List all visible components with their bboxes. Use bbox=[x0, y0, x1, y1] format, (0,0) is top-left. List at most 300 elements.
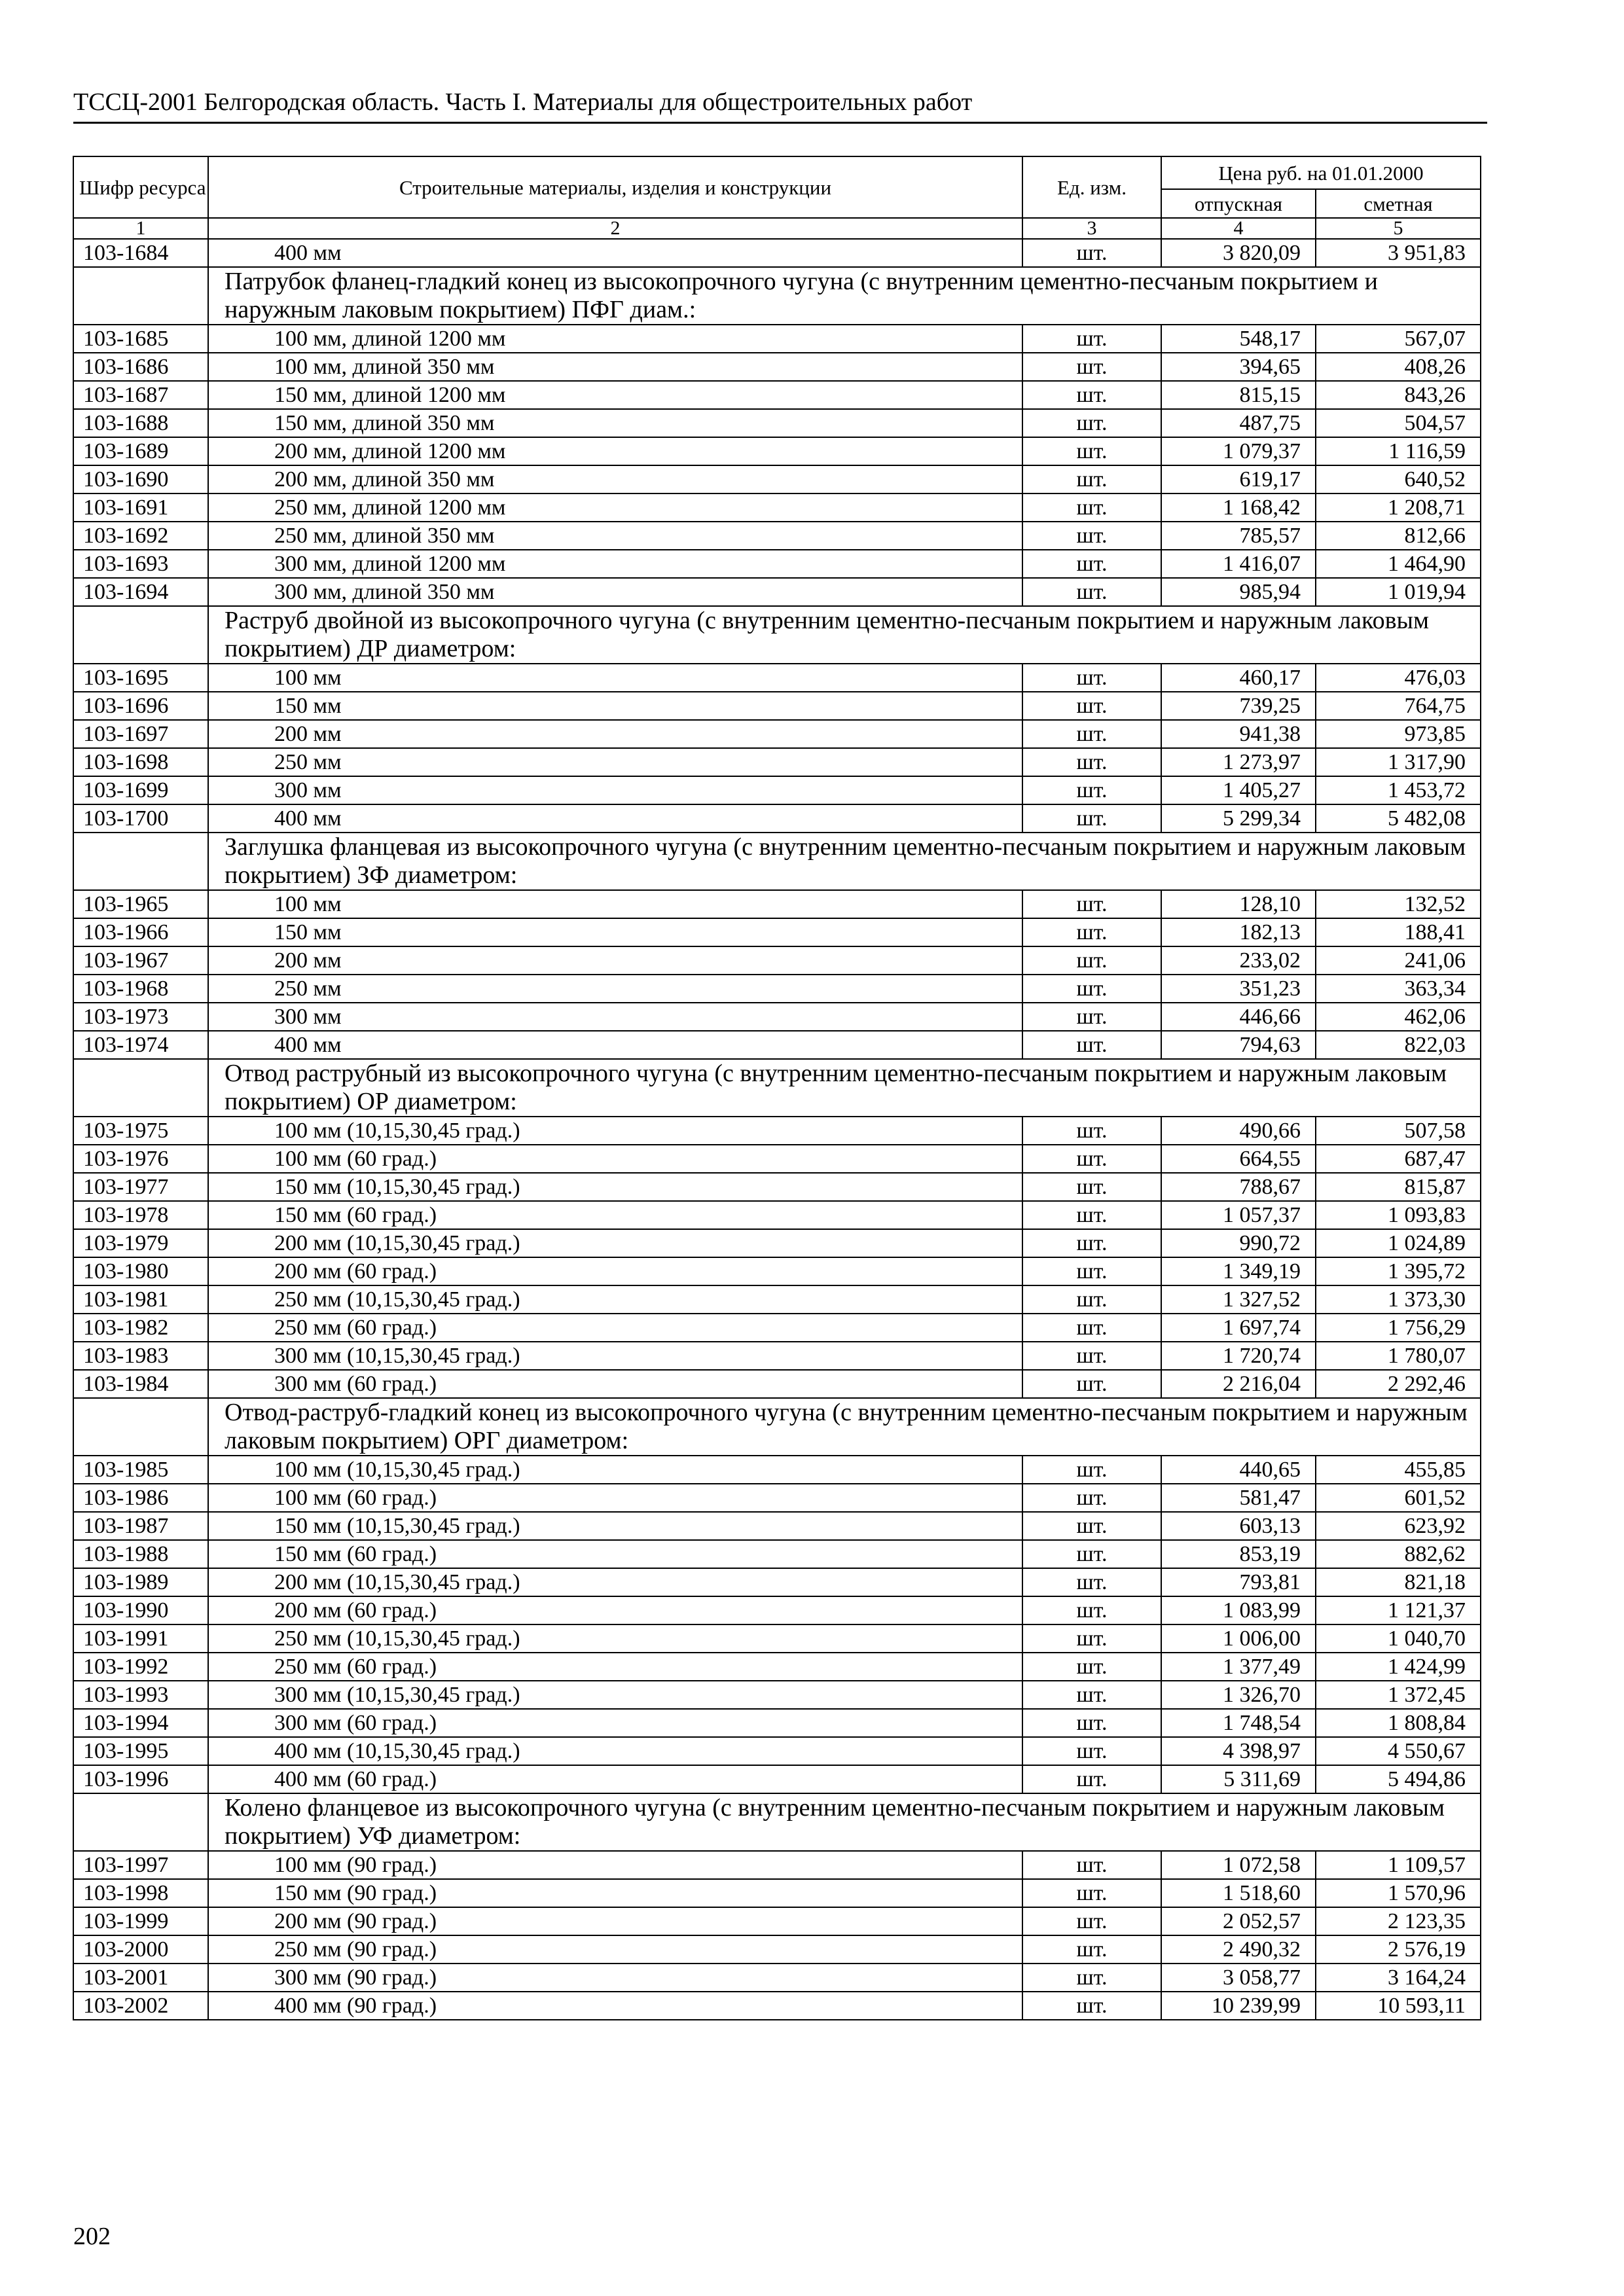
table-row bbox=[73, 1342, 1481, 1370]
unit-cell: шт. bbox=[1022, 918, 1161, 946]
unit-cell: шт. bbox=[1022, 1624, 1161, 1653]
resource-code: 103-1693 bbox=[73, 550, 208, 578]
table-row bbox=[73, 804, 1481, 833]
table-row bbox=[73, 1456, 1481, 1484]
material-name: 150 мм bbox=[208, 918, 1022, 946]
unit-cell: шт. bbox=[1022, 1653, 1161, 1681]
resource-code: 103-1996 bbox=[73, 1765, 208, 1793]
release-price: 10 239,99 bbox=[1161, 1992, 1316, 2020]
release-price: 603,13 bbox=[1161, 1512, 1316, 1540]
estimate-price: 241,06 bbox=[1316, 946, 1481, 975]
estimate-price: 822,03 bbox=[1316, 1031, 1481, 1059]
group-code-cell bbox=[73, 606, 208, 664]
unit-cell: шт. bbox=[1022, 1765, 1161, 1793]
unit-cell: шт. bbox=[1022, 664, 1161, 692]
material-name: 200 мм (90 град.) bbox=[208, 1907, 1022, 1935]
estimate-price: 2 292,46 bbox=[1316, 1370, 1481, 1398]
unit-cell: шт. bbox=[1022, 578, 1161, 606]
unit-cell: шт. bbox=[1022, 353, 1161, 381]
estimate-price: 812,66 bbox=[1316, 522, 1481, 550]
release-price: 619,17 bbox=[1161, 465, 1316, 493]
table-row bbox=[73, 239, 1481, 267]
estimate-price: 2 576,19 bbox=[1316, 1935, 1481, 1964]
table-header bbox=[73, 156, 1481, 239]
table-row bbox=[73, 1851, 1481, 1879]
material-name: 200 мм, длиной 1200 мм bbox=[208, 437, 1022, 465]
release-price: 4 398,97 bbox=[1161, 1737, 1316, 1765]
col-number-4: 4 bbox=[1161, 218, 1316, 239]
group-title: Отвод-раструб-гладкий конец из высокопрочного чугуна (с внутренним цементно-песчаным покрытием и наружным лаковым покрытием) ОРГ диаметром: bbox=[208, 1398, 1481, 1456]
col-number-2: 2 bbox=[208, 218, 1022, 239]
unit-cell: шт. bbox=[1022, 325, 1161, 353]
material-name: 100 мм bbox=[208, 890, 1022, 918]
table-row bbox=[73, 493, 1481, 522]
release-price: 1 416,07 bbox=[1161, 550, 1316, 578]
release-price: 548,17 bbox=[1161, 325, 1316, 353]
estimate-price: 363,34 bbox=[1316, 975, 1481, 1003]
resource-code: 103-1997 bbox=[73, 1851, 208, 1879]
group-code-cell bbox=[73, 1398, 208, 1456]
table-row bbox=[73, 975, 1481, 1003]
material-name: 100 мм, длиной 1200 мм bbox=[208, 325, 1022, 353]
table-row bbox=[73, 381, 1481, 409]
unit-cell: шт. bbox=[1022, 465, 1161, 493]
table-row bbox=[73, 325, 1481, 353]
release-price: 487,75 bbox=[1161, 409, 1316, 437]
col-header-release-price: отпускная bbox=[1161, 189, 1316, 218]
estimate-price: 3 951,83 bbox=[1316, 239, 1481, 267]
release-price: 1 748,54 bbox=[1161, 1709, 1316, 1737]
table-row bbox=[73, 692, 1481, 720]
release-price: 785,57 bbox=[1161, 522, 1316, 550]
release-price: 351,23 bbox=[1161, 975, 1316, 1003]
table-row bbox=[73, 1935, 1481, 1964]
estimate-price: 882,62 bbox=[1316, 1540, 1481, 1568]
estimate-price: 5 494,86 bbox=[1316, 1765, 1481, 1793]
estimate-price: 1 756,29 bbox=[1316, 1314, 1481, 1342]
resource-code: 103-1690 bbox=[73, 465, 208, 493]
estimate-price: 462,06 bbox=[1316, 1003, 1481, 1031]
estimate-price: 1 121,37 bbox=[1316, 1596, 1481, 1624]
release-price: 990,72 bbox=[1161, 1229, 1316, 1257]
resource-code: 103-1684 bbox=[73, 239, 208, 267]
table-row bbox=[73, 1484, 1481, 1512]
unit-cell: шт. bbox=[1022, 409, 1161, 437]
estimate-price: 3 164,24 bbox=[1316, 1964, 1481, 1992]
unit-cell: шт. bbox=[1022, 890, 1161, 918]
resource-code: 103-1695 bbox=[73, 664, 208, 692]
group-title: Патрубок фланец-гладкий конец из высокопрочного чугуна (с внутренним цементно-песчаным покрытием и наружным лаковым покрытием) ПФГ диам.: bbox=[208, 267, 1481, 325]
resource-code: 103-1999 bbox=[73, 1907, 208, 1935]
material-name: 150 мм (10,15,30,45 град.) bbox=[208, 1173, 1022, 1201]
table-row bbox=[73, 946, 1481, 975]
resource-code: 103-1973 bbox=[73, 1003, 208, 1031]
resource-code: 103-1967 bbox=[73, 946, 208, 975]
material-name: 100 мм (60 град.) bbox=[208, 1145, 1022, 1173]
release-price: 1 697,74 bbox=[1161, 1314, 1316, 1342]
resource-code: 103-1978 bbox=[73, 1201, 208, 1229]
resource-code: 103-1696 bbox=[73, 692, 208, 720]
release-price: 793,81 bbox=[1161, 1568, 1316, 1596]
material-name: 100 мм, длиной 350 мм bbox=[208, 353, 1022, 381]
release-price: 985,94 bbox=[1161, 578, 1316, 606]
unit-cell: шт. bbox=[1022, 1173, 1161, 1201]
unit-cell: шт. bbox=[1022, 975, 1161, 1003]
unit-cell: шт. bbox=[1022, 1370, 1161, 1398]
group-header-row bbox=[73, 1398, 1481, 1456]
material-name: 300 мм bbox=[208, 1003, 1022, 1031]
estimate-price: 476,03 bbox=[1316, 664, 1481, 692]
release-price: 2 490,32 bbox=[1161, 1935, 1316, 1964]
col-number-3: 3 bbox=[1022, 218, 1161, 239]
table-row bbox=[73, 918, 1481, 946]
estimate-price: 507,58 bbox=[1316, 1117, 1481, 1145]
material-name: 300 мм (90 град.) bbox=[208, 1964, 1022, 1992]
release-price: 1 720,74 bbox=[1161, 1342, 1316, 1370]
table-row bbox=[73, 1765, 1481, 1793]
material-name: 200 мм bbox=[208, 946, 1022, 975]
table-row bbox=[73, 1907, 1481, 1935]
release-price: 2 052,57 bbox=[1161, 1907, 1316, 1935]
estimate-price: 504,57 bbox=[1316, 409, 1481, 437]
group-code-cell bbox=[73, 267, 208, 325]
release-price: 853,19 bbox=[1161, 1540, 1316, 1568]
estimate-price: 1 208,71 bbox=[1316, 493, 1481, 522]
unit-cell: шт. bbox=[1022, 1229, 1161, 1257]
table-body bbox=[73, 239, 1481, 2020]
estimate-price: 815,87 bbox=[1316, 1173, 1481, 1201]
estimate-price: 1 373,30 bbox=[1316, 1285, 1481, 1314]
table-row bbox=[73, 1568, 1481, 1596]
unit-cell: шт. bbox=[1022, 1568, 1161, 1596]
table-row bbox=[73, 748, 1481, 776]
estimate-price: 687,47 bbox=[1316, 1145, 1481, 1173]
group-header-row bbox=[73, 1793, 1481, 1851]
unit-cell: шт. bbox=[1022, 1737, 1161, 1765]
estimate-price: 2 123,35 bbox=[1316, 1907, 1481, 1935]
col-number-5: 5 bbox=[1316, 218, 1481, 239]
material-name: 150 мм, длиной 1200 мм bbox=[208, 381, 1022, 409]
col-header-unit: Ед. изм. bbox=[1022, 156, 1161, 218]
table-row bbox=[73, 1031, 1481, 1059]
material-name: 250 мм (10,15,30,45 град.) bbox=[208, 1624, 1022, 1653]
release-price: 1 327,52 bbox=[1161, 1285, 1316, 1314]
release-price: 1 518,60 bbox=[1161, 1879, 1316, 1907]
release-price: 1 405,27 bbox=[1161, 776, 1316, 804]
resource-code: 103-1989 bbox=[73, 1568, 208, 1596]
material-name: 100 мм (10,15,30,45 град.) bbox=[208, 1117, 1022, 1145]
material-name: 200 мм (10,15,30,45 град.) bbox=[208, 1568, 1022, 1596]
resource-code: 103-1979 bbox=[73, 1229, 208, 1257]
group-code-cell bbox=[73, 1793, 208, 1851]
unit-cell: шт. bbox=[1022, 776, 1161, 804]
unit-cell: шт. bbox=[1022, 1314, 1161, 1342]
table-row bbox=[73, 1201, 1481, 1229]
unit-cell: шт. bbox=[1022, 804, 1161, 833]
estimate-price: 640,52 bbox=[1316, 465, 1481, 493]
release-price: 440,65 bbox=[1161, 1456, 1316, 1484]
col-header-code: Шифр ресурса bbox=[73, 156, 208, 218]
material-name: 150 мм (90 град.) bbox=[208, 1879, 1022, 1907]
unit-cell: шт. bbox=[1022, 437, 1161, 465]
resource-code: 103-1700 bbox=[73, 804, 208, 833]
material-name: 250 мм, длиной 1200 мм bbox=[208, 493, 1022, 522]
material-name: 100 мм (90 град.) bbox=[208, 1851, 1022, 1879]
estimate-price: 601,52 bbox=[1316, 1484, 1481, 1512]
estimate-price: 455,85 bbox=[1316, 1456, 1481, 1484]
resource-code: 103-1968 bbox=[73, 975, 208, 1003]
resource-code: 103-1988 bbox=[73, 1540, 208, 1568]
table-row bbox=[73, 550, 1481, 578]
estimate-price: 4 550,67 bbox=[1316, 1737, 1481, 1765]
group-title: Отвод раструбный из высокопрочного чугуна (с внутренним цементно-песчаным покрытием и наружным лаковым покрытием) ОР диаметром: bbox=[208, 1059, 1481, 1117]
resource-code: 103-1697 bbox=[73, 720, 208, 748]
page-number: 202 bbox=[73, 2223, 111, 2250]
material-name: 250 мм (10,15,30,45 град.) bbox=[208, 1285, 1022, 1314]
resource-code: 103-1992 bbox=[73, 1653, 208, 1681]
table-row bbox=[73, 1229, 1481, 1257]
resource-code: 103-1998 bbox=[73, 1879, 208, 1907]
release-price: 2 216,04 bbox=[1161, 1370, 1316, 1398]
material-name: 150 мм (10,15,30,45 град.) bbox=[208, 1512, 1022, 1540]
material-name: 300 мм (60 град.) bbox=[208, 1370, 1022, 1398]
release-price: 815,15 bbox=[1161, 381, 1316, 409]
material-name: 250 мм (90 град.) bbox=[208, 1935, 1022, 1964]
group-title: Заглушка фланцевая из высокопрочного чугуна (с внутренним цементно-песчаным покрытием и наружным лаковым покрытием) ЗФ диаметром: bbox=[208, 833, 1481, 890]
resource-code: 103-1987 bbox=[73, 1512, 208, 1540]
release-price: 794,63 bbox=[1161, 1031, 1316, 1059]
unit-cell: шт. bbox=[1022, 1709, 1161, 1737]
resource-code: 103-1691 bbox=[73, 493, 208, 522]
estimate-price: 1 093,83 bbox=[1316, 1201, 1481, 1229]
group-header-row bbox=[73, 606, 1481, 664]
page-header: ТССЦ-2001 Белгородская область. Часть I. Материалы для общестроительных работ bbox=[73, 86, 1487, 124]
unit-cell: шт. bbox=[1022, 1540, 1161, 1568]
estimate-price: 1 570,96 bbox=[1316, 1879, 1481, 1907]
estimate-price: 1 395,72 bbox=[1316, 1257, 1481, 1285]
release-price: 1 083,99 bbox=[1161, 1596, 1316, 1624]
resource-code: 103-1976 bbox=[73, 1145, 208, 1173]
resource-code: 103-1698 bbox=[73, 748, 208, 776]
release-price: 5 311,69 bbox=[1161, 1765, 1316, 1793]
table-row bbox=[73, 1370, 1481, 1398]
release-price: 3 058,77 bbox=[1161, 1964, 1316, 1992]
unit-cell: шт. bbox=[1022, 522, 1161, 550]
material-name: 300 мм, длиной 350 мм bbox=[208, 578, 1022, 606]
price-table bbox=[73, 156, 1481, 2020]
estimate-price: 1 464,90 bbox=[1316, 550, 1481, 578]
material-name: 400 мм bbox=[208, 1031, 1022, 1059]
table-row bbox=[73, 522, 1481, 550]
table-row bbox=[73, 578, 1481, 606]
material-name: 200 мм (10,15,30,45 град.) bbox=[208, 1229, 1022, 1257]
estimate-price: 623,92 bbox=[1316, 1512, 1481, 1540]
group-header-row bbox=[73, 267, 1481, 325]
estimate-price: 1 116,59 bbox=[1316, 437, 1481, 465]
table-row bbox=[73, 1737, 1481, 1765]
material-name: 250 мм bbox=[208, 975, 1022, 1003]
resource-code: 103-1986 bbox=[73, 1484, 208, 1512]
unit-cell: шт. bbox=[1022, 1596, 1161, 1624]
material-name: 250 мм bbox=[208, 748, 1022, 776]
estimate-price: 567,07 bbox=[1316, 325, 1481, 353]
unit-cell: шт. bbox=[1022, 1201, 1161, 1229]
release-price: 739,25 bbox=[1161, 692, 1316, 720]
unit-cell: шт. bbox=[1022, 1285, 1161, 1314]
unit-cell: шт. bbox=[1022, 239, 1161, 267]
table-row bbox=[73, 1003, 1481, 1031]
material-name: 150 мм (60 град.) bbox=[208, 1540, 1022, 1568]
release-price: 664,55 bbox=[1161, 1145, 1316, 1173]
estimate-price: 1 780,07 bbox=[1316, 1342, 1481, 1370]
table-row bbox=[73, 1512, 1481, 1540]
table-row bbox=[73, 1596, 1481, 1624]
material-name: 150 мм, длиной 350 мм bbox=[208, 409, 1022, 437]
resource-code: 103-1689 bbox=[73, 437, 208, 465]
table-row bbox=[73, 1624, 1481, 1653]
material-name: 250 мм (60 град.) bbox=[208, 1653, 1022, 1681]
col-header-price: Цена руб. на 01.01.2000 bbox=[1161, 156, 1481, 189]
resource-code: 103-1993 bbox=[73, 1681, 208, 1709]
release-price: 5 299,34 bbox=[1161, 804, 1316, 833]
unit-cell: шт. bbox=[1022, 1003, 1161, 1031]
estimate-price: 1 109,57 bbox=[1316, 1851, 1481, 1879]
table-row bbox=[73, 1653, 1481, 1681]
material-name: 100 мм (10,15,30,45 град.) bbox=[208, 1456, 1022, 1484]
col-number-1: 1 bbox=[73, 218, 208, 239]
resource-code: 103-1983 bbox=[73, 1342, 208, 1370]
resource-code: 103-1974 bbox=[73, 1031, 208, 1059]
unit-cell: шт. bbox=[1022, 748, 1161, 776]
resource-code: 103-1980 bbox=[73, 1257, 208, 1285]
release-price: 1 349,19 bbox=[1161, 1257, 1316, 1285]
unit-cell: шт. bbox=[1022, 1935, 1161, 1964]
resource-code: 103-1990 bbox=[73, 1596, 208, 1624]
unit-cell: шт. bbox=[1022, 1964, 1161, 1992]
resource-code: 103-1991 bbox=[73, 1624, 208, 1653]
unit-cell: шт. bbox=[1022, 381, 1161, 409]
material-name: 300 мм (10,15,30,45 град.) bbox=[208, 1342, 1022, 1370]
unit-cell: шт. bbox=[1022, 1117, 1161, 1145]
resource-code: 103-1984 bbox=[73, 1370, 208, 1398]
unit-cell: шт. bbox=[1022, 946, 1161, 975]
estimate-price: 132,52 bbox=[1316, 890, 1481, 918]
estimate-price: 1 317,90 bbox=[1316, 748, 1481, 776]
material-name: 150 мм (60 град.) bbox=[208, 1201, 1022, 1229]
table-row bbox=[73, 1540, 1481, 1568]
release-price: 581,47 bbox=[1161, 1484, 1316, 1512]
material-name: 250 мм (60 град.) bbox=[208, 1314, 1022, 1342]
estimate-price: 1 019,94 bbox=[1316, 578, 1481, 606]
resource-code: 103-1692 bbox=[73, 522, 208, 550]
material-name: 400 мм (10,15,30,45 град.) bbox=[208, 1737, 1022, 1765]
estimate-price: 10 593,11 bbox=[1316, 1992, 1481, 2020]
estimate-price: 408,26 bbox=[1316, 353, 1481, 381]
unit-cell: шт. bbox=[1022, 1145, 1161, 1173]
table-row bbox=[73, 1117, 1481, 1145]
material-name: 200 мм (60 град.) bbox=[208, 1257, 1022, 1285]
table-row bbox=[73, 1964, 1481, 1992]
table-row bbox=[73, 1879, 1481, 1907]
release-price: 394,65 bbox=[1161, 353, 1316, 381]
resource-code: 103-1994 bbox=[73, 1709, 208, 1737]
group-title: Колено фланцевое из высокопрочного чугуна (с внутренним цементно-песчаным покрытием и наружным лаковым покрытием) УФ диаметром: bbox=[208, 1793, 1481, 1851]
table-row bbox=[73, 664, 1481, 692]
estimate-price: 188,41 bbox=[1316, 918, 1481, 946]
table-row bbox=[73, 1681, 1481, 1709]
table-row bbox=[73, 890, 1481, 918]
release-price: 490,66 bbox=[1161, 1117, 1316, 1145]
unit-cell: шт. bbox=[1022, 1992, 1161, 2020]
release-price: 1 168,42 bbox=[1161, 493, 1316, 522]
resource-code: 103-2000 bbox=[73, 1935, 208, 1964]
unit-cell: шт. bbox=[1022, 1879, 1161, 1907]
resource-code: 103-1694 bbox=[73, 578, 208, 606]
estimate-price: 843,26 bbox=[1316, 381, 1481, 409]
estimate-price: 1 024,89 bbox=[1316, 1229, 1481, 1257]
resource-code: 103-1688 bbox=[73, 409, 208, 437]
resource-code: 103-1965 bbox=[73, 890, 208, 918]
unit-cell: шт. bbox=[1022, 1907, 1161, 1935]
release-price: 1 326,70 bbox=[1161, 1681, 1316, 1709]
table-row bbox=[73, 1992, 1481, 2020]
release-price: 788,67 bbox=[1161, 1173, 1316, 1201]
table-row bbox=[73, 1709, 1481, 1737]
table-row bbox=[73, 465, 1481, 493]
material-name: 100 мм bbox=[208, 664, 1022, 692]
material-name: 400 мм (60 град.) bbox=[208, 1765, 1022, 1793]
estimate-price: 1 808,84 bbox=[1316, 1709, 1481, 1737]
unit-cell: шт. bbox=[1022, 550, 1161, 578]
material-name: 300 мм (60 град.) bbox=[208, 1709, 1022, 1737]
release-price: 446,66 bbox=[1161, 1003, 1316, 1031]
unit-cell: шт. bbox=[1022, 1031, 1161, 1059]
release-price: 1 057,37 bbox=[1161, 1201, 1316, 1229]
table-row bbox=[73, 1314, 1481, 1342]
resource-code: 103-2002 bbox=[73, 1992, 208, 2020]
resource-code: 103-1685 bbox=[73, 325, 208, 353]
material-name: 200 мм bbox=[208, 720, 1022, 748]
resource-code: 103-1975 bbox=[73, 1117, 208, 1145]
material-name: 100 мм (60 град.) bbox=[208, 1484, 1022, 1512]
material-name: 200 мм, длиной 350 мм bbox=[208, 465, 1022, 493]
table-row bbox=[73, 353, 1481, 381]
resource-code: 103-1995 bbox=[73, 1737, 208, 1765]
resource-code: 103-1687 bbox=[73, 381, 208, 409]
material-name: 150 мм bbox=[208, 692, 1022, 720]
unit-cell: шт. bbox=[1022, 1512, 1161, 1540]
col-header-estimate-price: сметная bbox=[1316, 189, 1481, 218]
estimate-price: 1 424,99 bbox=[1316, 1653, 1481, 1681]
resource-code: 103-1686 bbox=[73, 353, 208, 381]
group-code-cell bbox=[73, 833, 208, 890]
table-row bbox=[73, 1257, 1481, 1285]
table-row bbox=[73, 776, 1481, 804]
resource-code: 103-1977 bbox=[73, 1173, 208, 1201]
table-row bbox=[73, 720, 1481, 748]
release-price: 941,38 bbox=[1161, 720, 1316, 748]
material-name: 300 мм bbox=[208, 776, 1022, 804]
release-price: 1 273,97 bbox=[1161, 748, 1316, 776]
resource-code: 103-1699 bbox=[73, 776, 208, 804]
table-row bbox=[73, 1285, 1481, 1314]
group-header-row bbox=[73, 1059, 1481, 1117]
table-row bbox=[73, 437, 1481, 465]
group-code-cell bbox=[73, 1059, 208, 1117]
release-price: 460,17 bbox=[1161, 664, 1316, 692]
material-name: 300 мм, длиной 1200 мм bbox=[208, 550, 1022, 578]
estimate-price: 1 372,45 bbox=[1316, 1681, 1481, 1709]
